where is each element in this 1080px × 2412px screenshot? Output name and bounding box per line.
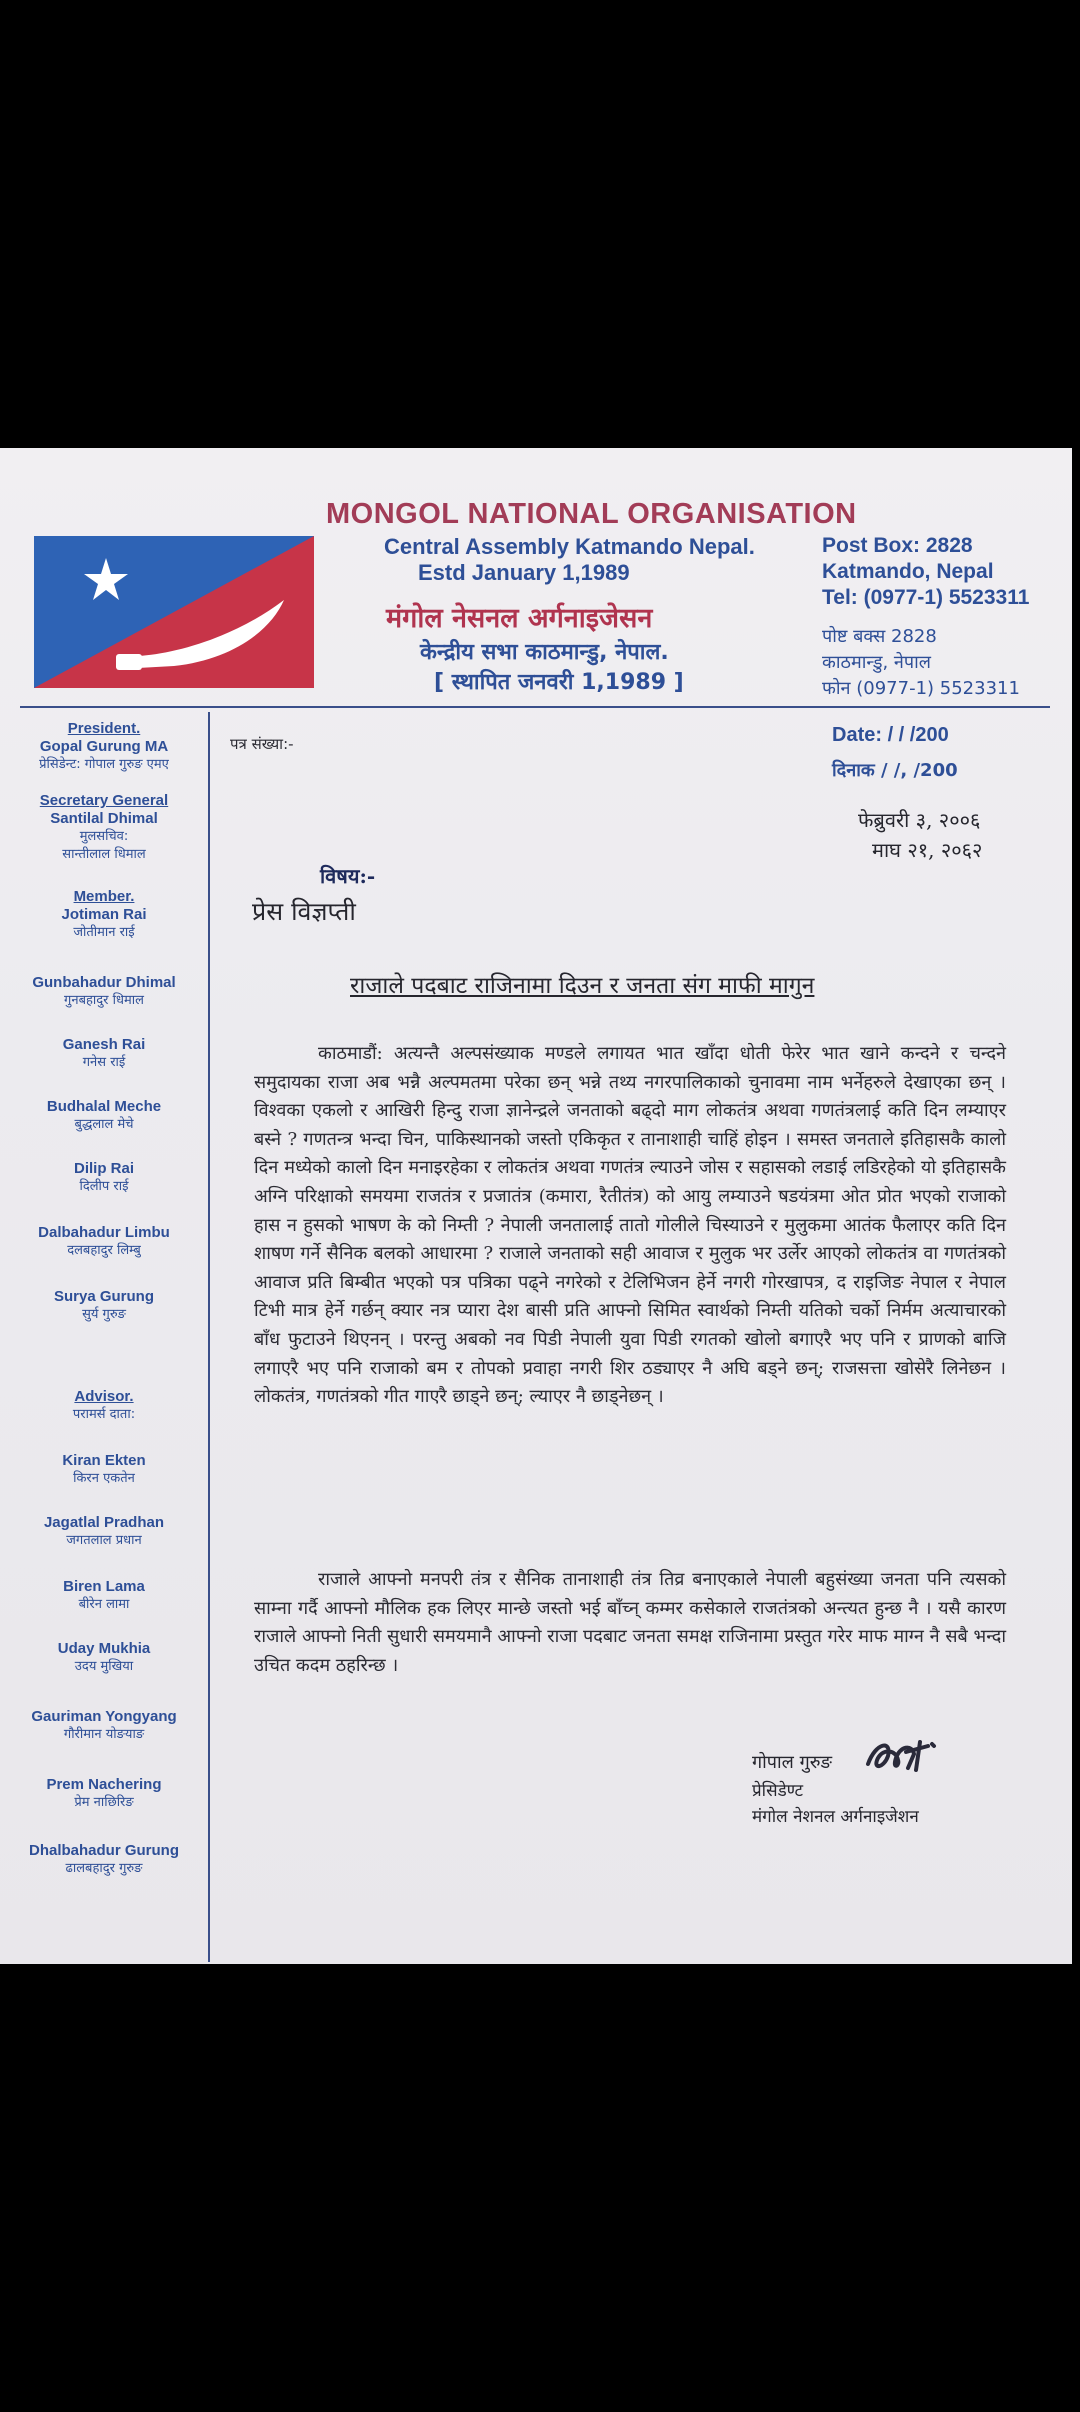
reference-number-label: पत्र संख्या:- [230, 735, 294, 753]
organisation-flag-logo [34, 536, 314, 688]
member-sidebar [0, 708, 208, 1958]
written-date-gregorian: फेब्रुवरी ३, २००६ [858, 808, 981, 832]
sidebar-member: Gunbahadur Dhimal गुनबहादुर धिमाल [32, 974, 176, 1008]
established-english: Estd January 1,1989 [418, 560, 630, 585]
sidebar-member: Jagatlal Pradhan जगतलाल प्रधान [43, 1514, 165, 1548]
press-release-headline: राजाले पदबाट राजिनामा दिउन र जनता संग माफी मागुन [350, 973, 815, 999]
letter-page [0, 448, 1072, 1964]
handwritten-signature [862, 1734, 940, 1778]
date-english-field: Date: / / /200 [832, 724, 949, 746]
sidebar-member: Dhalbahadur Gurung ढालबहादुर गुरुङ [29, 1842, 179, 1876]
date-nepali-field: दिनाक / /, /200 [832, 760, 958, 781]
org-name-nepali: मंगोल नेसनल अर्गनाइजेसन [386, 603, 653, 634]
body-paragraph-2: राजाले आफ्नो मनपरी तंत्र र सैनिक तानाशाही तंत्र तिव्र बनाएकाले नेपाली बहुसंख्या जनता पनि त्यसको साम्ना गर्दै आफ्नो मौलिक हक लिएर मान्छे जस्तो भई बाँच्न् कम्मर कसेकाले राजतंत्रको अन्त्यत हुन्छ नै । यसै कारण राजाले आफ्नो निती सुधारी समयमानै आफ्नो राजा पदबाट जनता समक्ष राजिनामा प्रस्तुत गरेर माफ माग्न नै सबै भन्दा उचित कदम ठहरिन्छ । [254, 1569, 1006, 1676]
post-box-english: Post Box: 2828 [822, 534, 973, 557]
city-nepali: काठमान्डु, नेपाल [822, 652, 931, 673]
telephone-nepali: फोन (0977-1) 5523311 [822, 678, 1020, 699]
sidebar-rule [208, 712, 210, 1962]
org-name-english: MONGOL NATIONAL ORGANISATION [326, 498, 857, 530]
sidebar-member: Ganesh Rai गनेस राई [62, 1036, 146, 1070]
sidebar-member: Budhalal Meche बुद्धलाल मेचे [46, 1098, 162, 1132]
sidebar-member: Uday Mukhia उदय मुखिया [57, 1640, 151, 1674]
established-nepali: [ स्थापित जनवरी 1,1989 ] [434, 670, 684, 695]
subject-label: विषय:- [320, 864, 376, 888]
signer-name: गोपाल गुरुङ [752, 1752, 832, 1773]
sidebar-member: President. Gopal Gurung MA प्रेसिडेन्ट: गोपाल गुरुङ एमए [39, 720, 169, 772]
sidebar-member: Advisor. परामर्स दाता: [72, 1388, 136, 1422]
sidebar-member: Dilip Rai दिलीप राई [73, 1160, 134, 1194]
post-box-nepali: पोष्ट बक्स 2828 [822, 626, 937, 647]
sidebar-member: Kiran Ekten किरन एकतेन [62, 1452, 146, 1486]
sidebar-member: Surya Gurung सुर्य गुरुङ [53, 1288, 154, 1322]
sidebar-member: Prem Nachering प्रेम नाछिरिङ [46, 1776, 162, 1810]
sidebar-member: Member. Jotiman Rai जोतीमान राई [61, 888, 147, 940]
body-paragraph-1: काठमाडौं: अत्यन्तै अल्पसंख्याक मण्डले लगायत भात खाँदा धोती फेरेर भात खाने कन्दने र चन्दने समुदायका राजा अब भन्नै अल्पमतमा परेका छन् भन्ने तथ्य नगरपालिकाको चुनावमा नाम भर्नेहरुले देखाएका छन् । विश्वका एकलो र आखिरी हिन्दु राजा ज्ञानेन्द्रले जनताको बढ्दो माग लोकतंत्र अथवा गणतंत्रलाई कति दिन लम्याएर बस्ने ? गणतन्त्र भन्दा चिन, पाकिस्थानको जस्तो एकिकृत र तानाशाही चाहिं होइन । समस्त जनताले इतिहासकै कालो दिन मध्येको कालो दिन मनाइरहेका र लोकतंत्र अथवा गणतंत्र ल्याउने जोस र सहासको लडाई लडिरहेको यो इतिहासकै अग्नि परिक्षाको समयमा राजतंत्र र प्रजातंत्र (कमारा, रैतीतंत्र) को आयु लम्याउने षडयंत्रमा ओत प्रोत भएको राजाको हास न हुसको भाषण के को निम्ती ? नेपाली जनतालाई तातो गोलीले चिस्याउने र मुलुकमा आतंक फैलाएर कति दिन शाषण गर्ने सैनिक बलको आधारमा ? राजाले जनताको सही आवाज र मुलुक भर उर्लेर आएको लोकतंत्र वा गणतंत्रको आवाज प्रति बिम्बीत भएको पत्र पत्रिका पढ्ने नगरेको र टेलिभिजन हेर्ने नगरी गोरखापत्र, द राइजिङ नेपाल र नेपाल टिभी मात्र हेर्ने गर्छन् क्यार नत्र प्यारा देश बासी प्रति आफ्नो सिमित स्वार्थको निम्ती यतिको चर्को निर्मम अत्याचारको बाँध फुटाउने थिएनन् । परन्तु अबको नव पिडी नेपाली युवा पिडी रगतको खोलो बगाएरै भए पनि र प्राणको बाजि लगाएरै भए पनि राजाको बम र तोपको प्रवाहा नगरी शिर ठड्याएर नै अघि बड्ने छन्; राजसत्ता खोसेरै लिनेछन । लोकतंत्र, गणतंत्रको गीत गाएरै छाड्ने छन्; ल्याएर नै छाड्नेछन् । [254, 1043, 1006, 1408]
sidebar-member: Biren Lama बीरेन लामा [63, 1578, 145, 1612]
telephone-english: Tel: (0977-1) 5523311 [822, 586, 1030, 609]
sidebar-member: Secretary General Santilal Dhimal मुलसचिव: सान्तीलाल धिमाल [39, 792, 169, 862]
signer-organisation: मंगोल नेशनल अर्गनाइजेशन [752, 1807, 919, 1827]
city-english: Katmando, Nepal [822, 560, 994, 583]
sidebar-member: Dalbahadur Limbu दलबहादुर लिम्बु [38, 1224, 170, 1258]
subject-text: प्रेस विज्ञप्ती [252, 897, 356, 926]
assembly-english: Central Assembly Katmando Nepal. [384, 534, 755, 559]
written-date-bikram: माघ २१, २०६२ [872, 838, 983, 862]
signer-title: प्रेसिडेण्ट [752, 1781, 804, 1801]
sidebar-member: Gauriman Yongyang गौरीमान योङयाङ [31, 1708, 177, 1742]
assembly-nepali: केन्द्रीय सभा काठमान्डु, नेपाल. [420, 640, 669, 665]
